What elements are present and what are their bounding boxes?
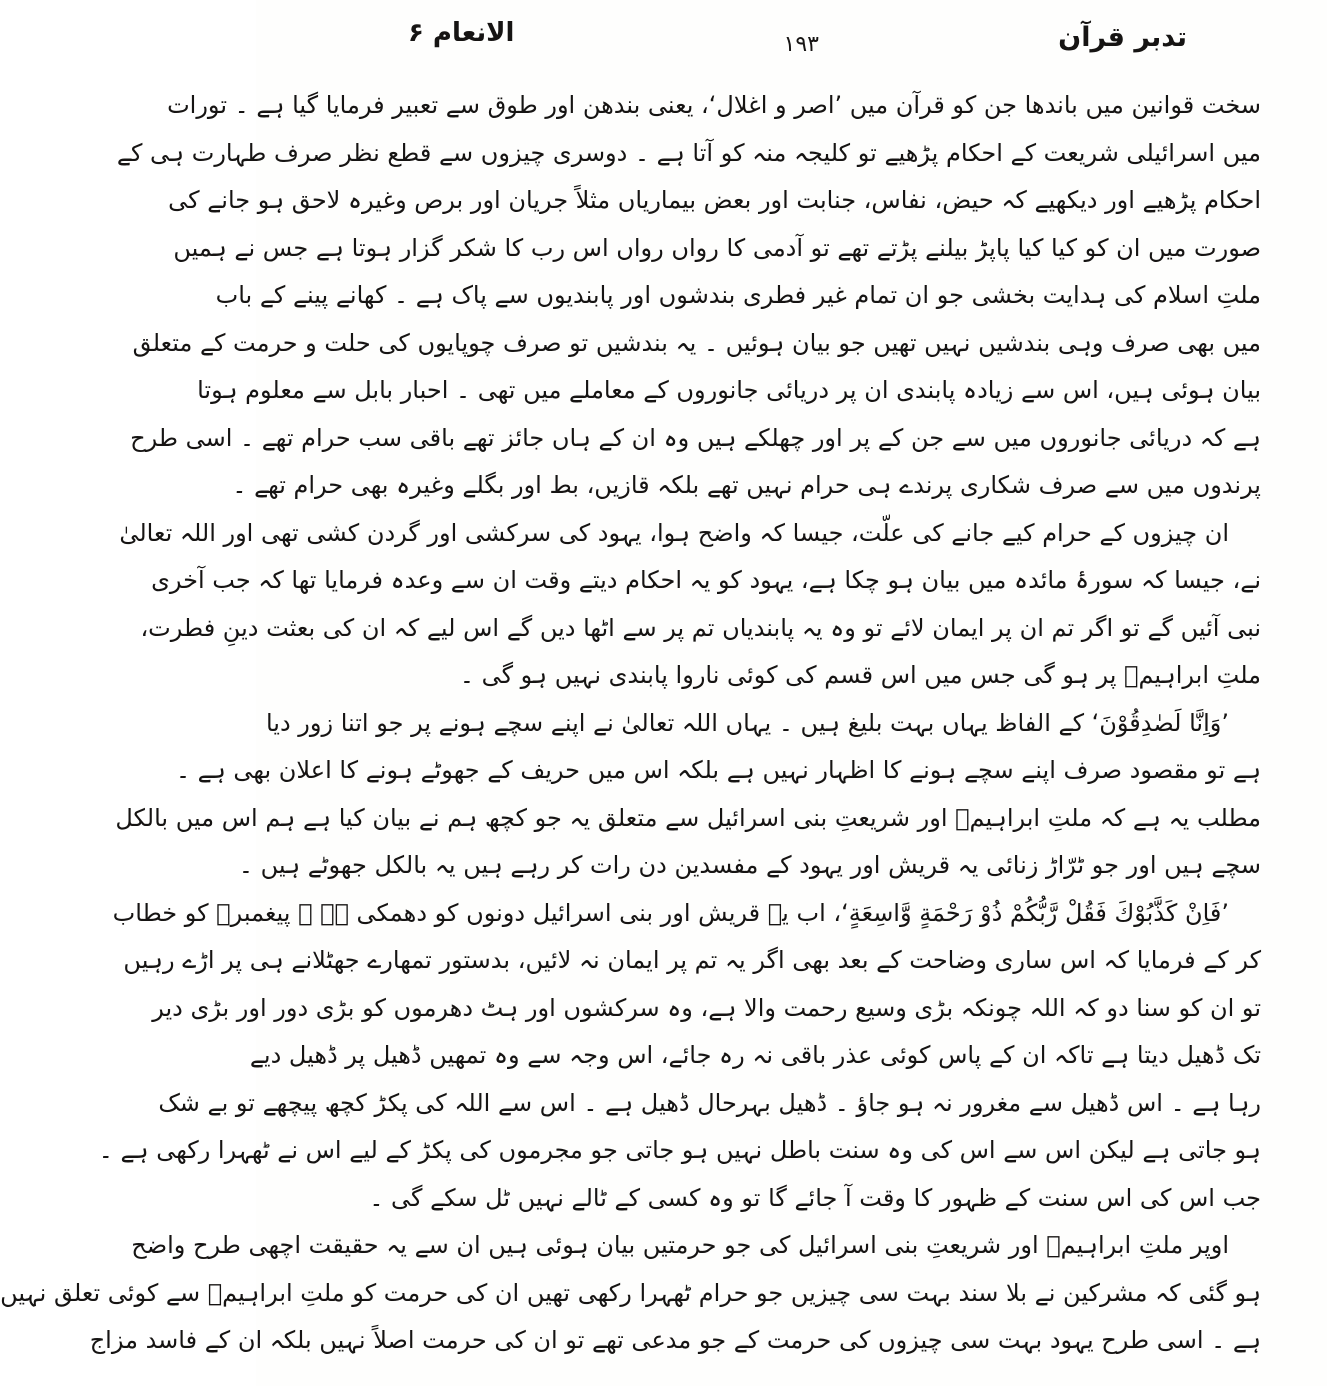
text-line: ہے ۔ اسی طرح یہود بہت سی چیزوں کی حرمت کے جو مدعی تھے تو ان کی حرمت اصلاً نہیں بلکہ ان کے فاسد مزاج: [89, 1326, 1261, 1354]
work-title: تدبر قرآن: [1058, 22, 1187, 53]
text-line: پرندوں میں سے صرف شکاری پرندے ہی حرام نہیں تھے بلکہ قازیں، بط اور بگلے وغیرہ بھی حرام تھے ۔: [232, 471, 1261, 499]
surah-title: الانعام ۶: [408, 18, 515, 48]
text-line: صورت میں ان کو کیا کیا پاپڑ بیلنے پڑتے تھے تو آدمی کا رواں رواں اس رب کا شکر گزار ہوتا ہے جس نے ہمیں: [173, 233, 1261, 262]
page-number: ١٩٣: [783, 32, 819, 57]
text-line: بیان ہوئی ہیں، اس سے زیادہ پابندی ان پر دریائی جانوروں کے معاملے میں تھی ۔ احبار بابل سے معلوم ہوتا: [197, 376, 1261, 404]
text-line: سچے ہیں اور جو ٹرّاڑ زنائی یہ قریش اور یہود کے مفسدین دن رات کر رہے ہیں یہ بالکل جھوٹے ہیں ۔: [238, 851, 1261, 879]
text-line: نے، جیسا کہ سورۂ مائدہ میں بیان ہو چکا ہے، یہود کو یہ احکام دیتے وقت ان سے وعدہ فرمایا تھا کہ جب آخری: [151, 566, 1261, 594]
text-line: سخت قوانین میں باندھا جن کو قرآن میں ’اصر و اغلال‘، یعنی بندھن اور طوق سے تعبیر فرمایا گیا ہے ۔ تورات: [167, 91, 1261, 119]
text-line: میں بھی صرف وہی بندشیں نہیں تھیں جو بیان ہوئیں ۔ یہ بندشیں تو صرف چوپایوں کی حلت و حرمت کے متعلق: [132, 328, 1261, 357]
text-line: ملتِ ابراہیمؑ پر ہو گی جس میں اس قسم کی کوئی ناروا پابندی نہیں ہو گی ۔: [459, 661, 1261, 689]
text-line: ’فَاِنْ كَذَّبُوْكَ فَقُلْ رَّبُّكُمْ ذُوْ رَحْمَةٍ وَّاسِعَةٍ‘، اب یہ قریش اور بنی اسرائیل دونوں کو دھمکی ہے ۔ پیغمبرؐ کو خطاب: [112, 898, 1229, 927]
paragraph: [98, 890, 1261, 1223]
text-line: تک ڈھیل دیتا ہے تاکہ ان کے پاس کوئی عذر باقی نہ رہ جائے، اس وجہ سے وہ تمھیں ڈھیل پر ڈھیل دیے: [249, 1041, 1261, 1069]
text-line: جب اس کی اس سنت کے ظہور کا وقت آ جائے گا تو وہ کسی کے ٹالے نہیں ٹل سکے گی ۔: [369, 1183, 1261, 1212]
paragraph: [0, 1222, 1261, 1365]
paragraph: [119, 510, 1261, 700]
text-line: اوپر ملتِ ابراہیمؑ اور شریعتِ بنی اسرائیل کی جو حرمتیں بیان ہوئی ہیں ان سے یہ حقیقت اچھی طرح واضح: [131, 1231, 1229, 1259]
paragraph: [115, 700, 1261, 890]
text-line: ملتِ اسلام کی ہدایت بخشی جو ان تمام غیر فطری بندشوں اور پابندیوں سے پاک ہے ۔ کھانے پینے کے باب: [215, 281, 1261, 309]
text-line: نبی آئیں گے تو اگر تم ان پر ایمان لائے تو وہ یہ پابندیاں تم پر سے اٹھا دیں گے اس لیے کہ ان کی بعثت دینِ فطرت،: [140, 613, 1261, 642]
text-line: ہے تو مقصود صرف اپنے سچے ہونے کا اظہار نہیں ہے بلکہ اس میں حریف کے جھوٹے ہونے کا اعلان بھی ہے ۔: [175, 756, 1261, 784]
text-line: ہو گئی کہ مشرکین نے بلا سند بہت سی چیزیں جو حرام ٹھہرا رکھی تھیں ان کی حرمت کو ملتِ ابراہیمؑ سے کوئی تعلق نہیں: [0, 1278, 1261, 1307]
text-line: تو ان کو سنا دو کہ اللہ چونکہ بڑی وسیع رحمت والا ہے، وہ سرکشوں اور ہٹ دھرموں کو بڑی دور اور بڑی دیر: [152, 993, 1261, 1022]
text-line: ہو جاتی ہے لیکن اس سے اس کی وہ سنت باطل نہیں ہو جاتی جو مجرموں کی پکڑ کے لیے اس نے ٹھہرا رکھی ہے ۔: [98, 1136, 1261, 1164]
text-line: میں اسرائیلی شریعت کے احکام پڑھیے تو کلیجہ منہ کو آتا ہے ۔ دوسری چیزوں سے قطع نظر صرف طہارت ہی کے: [116, 138, 1261, 167]
text-line: ہے کہ دریائی جانوروں میں سے جن کے پر اور چھلکے ہیں وہ ان کے ہاں جائز تھے باقی سب حرام تھے ۔ اسی طرح: [130, 423, 1261, 452]
text-line: مطلب یہ ہے کہ ملتِ ابراہیمؑ اور شریعتِ بنی اسرائیل سے متعلق یہ جو کچھ ہم نے بیان کیا ہے ہم اس میں بالکل: [115, 803, 1261, 832]
text-line: کر کے فرمایا کہ اس ساری وضاحت کے بعد بھی اگر یہ تم پر ایمان نہ لائیں، بدستور تمھارے جھٹلانے ہی پر اڑے رہیں: [123, 946, 1261, 974]
text-line: احکام پڑھیے اور دیکھیے کہ حیض، نفاس، جنابت اور بعض بیماریاں مثلاً جریان اور برص وغیرہ لاحق ہو جانے کی: [168, 186, 1261, 214]
running-header: [256, 10, 1327, 66]
text-line: ’وَاِنَّا لَصٰدِقُوْنَ‘ کے الفاظ یہاں بہت بلیغ ہیں ۔ یہاں اللہ تعالیٰ نے اپنے سچے ہونے پر جو اتنا زور دیا: [265, 708, 1229, 737]
text-line: رہا ہے ۔ اس ڈھیل سے مغرور نہ ہو جاؤ ۔ ڈھیل بہرحال ڈھیل ہے ۔ اس سے اللہ کی پکڑ کچھ پیچھے تو بے شک: [158, 1088, 1261, 1117]
paragraph: [116, 82, 1261, 510]
text-body: [0, 82, 1261, 1365]
text-line: ان چیزوں کے حرام کیے جانے کی علّت، جیسا کہ واضح ہوا، یہود کی سرکشی اور گردن کشی تھی اور اللہ تعالیٰ: [119, 518, 1229, 547]
